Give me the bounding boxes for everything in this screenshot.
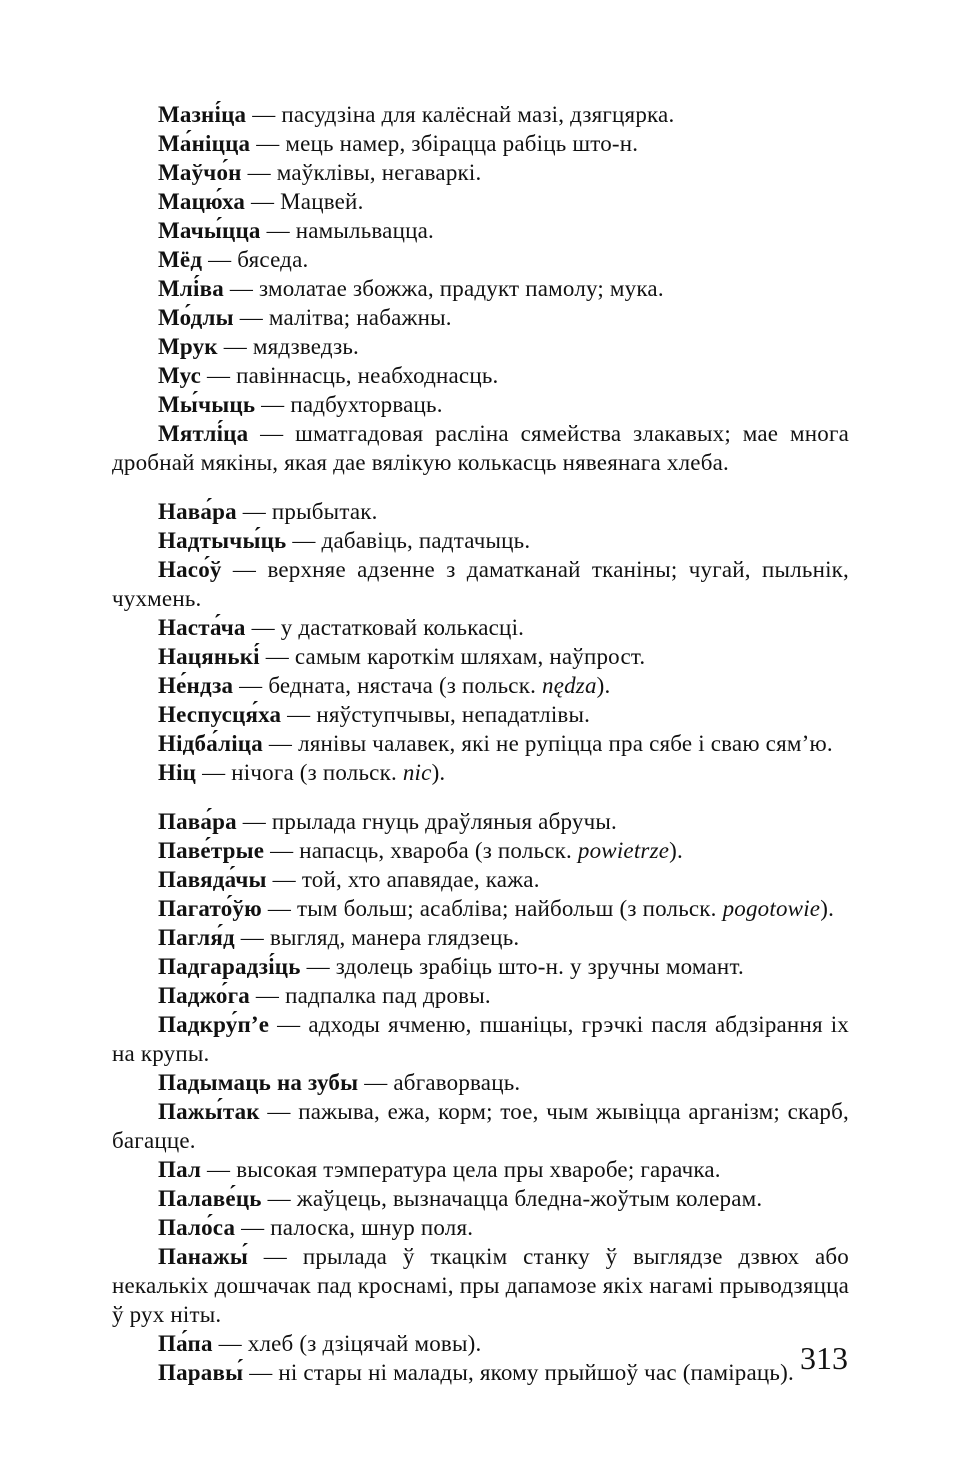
entry-headword: Мус [158,363,202,388]
entry-separator: — [217,334,253,359]
dictionary-entry [112,836,849,865]
entry-definition [299,838,683,863]
dictionary-entry [112,332,849,361]
entry-definition [236,1157,721,1182]
definition-text: бедната, нястача (з польск. [268,673,542,698]
entry-headword: Нацянькі́ [158,644,260,669]
entry-headword: Насо́ў [158,557,222,582]
entry-definition [248,1331,482,1356]
entry-definition [281,615,524,640]
dictionary-entry [112,613,849,642]
entry-separator: — [233,305,269,330]
entry-separator: — [249,983,286,1008]
entry-separator: — [236,499,272,524]
definition-text: змолатае збожжа, прадукт памолу; мука. [259,276,664,301]
definition-text: намыльвацца. [295,218,434,243]
entry-separator: — [300,954,336,979]
entry-separator: — [262,731,299,756]
entry-headword: Пава́ра [158,809,237,834]
definition-text: прылада ў ткацкім станку ў выглядзе дзвюх або некалькіх дошчачак пад кроснамі, пры дапамозе якіх нагамі прыводзяцца ў рух ніты. [112,1244,849,1327]
dictionary-entry [112,274,849,303]
entry-definition [272,809,617,834]
entry-separator: — [286,528,322,553]
letter-section [112,497,849,787]
entry-definition [237,247,308,272]
entry-headword: Неспусця́ха [158,702,282,727]
entry-definition [316,702,590,727]
entry-definition [253,334,359,359]
entry-separator: — [241,160,277,185]
entry-headword: Мазні́ца [158,102,247,127]
entry-definition [259,276,664,301]
entry-headword: Млі́ва [158,276,224,301]
entry-definition [296,218,434,243]
entry-definition [269,305,452,330]
entry-headword: Палаве́ць [158,1186,262,1211]
dictionary-entry [112,419,849,477]
definition-text: шматгадовая расліна сямейства злакавых; мае многа дробнай мякіны, якая дае вялікую колькасць нявеянага хлеба. [112,421,849,475]
foreign-word: nic [402,760,432,785]
definition-text: Мацвей. [280,189,364,214]
definition-text: ). [669,838,683,863]
dictionary-entry [112,1184,849,1213]
definition-text: хлеб (з дзіцячай мовы). [247,1331,482,1356]
foreign-word: pogotowie [722,896,821,921]
dictionary-entry [112,1358,849,1387]
dictionary-entry [112,1097,849,1155]
entry-definition [298,731,833,756]
entry-headword: Падымаць на зубы [158,1070,359,1095]
entry-definition [231,760,445,785]
entry-separator: — [248,421,296,446]
entry-separator: — [358,1070,394,1095]
entry-headword: Мо́длы [158,305,234,330]
dictionary-entry [112,981,849,1010]
definition-text: мядзведзь. [252,334,359,359]
entry-separator: — [235,1215,271,1240]
entry-separator: — [221,557,268,582]
entry-headword: Ніц [158,760,197,785]
dictionary-entry [112,1155,849,1184]
entry-headword: Маўчо́н [158,160,242,185]
entry-separator: — [259,644,295,669]
entry-separator: — [246,102,282,127]
entry-definition [297,1186,763,1211]
foreign-word: nędza [542,673,597,698]
definition-text: пасудзіна для калёснай мазі, дзягцярка. [281,102,675,127]
definition-text: здолець зрабіць што-н. у зручны момант. [335,954,744,979]
definition-text: павіннасць, неабходнасць. [236,363,499,388]
definition-text: тым больш; асабліва; найбольш (з польск. [297,896,723,921]
entry-separator: — [234,925,270,950]
entry-separator: — [269,1012,309,1037]
entry-definition [268,673,610,698]
dictionary-entry [112,952,849,981]
entry-headword: Па́па [158,1331,213,1356]
definition-text: маўклівы, негаваркі. [276,160,482,185]
page-number: 313 [800,1340,848,1376]
entry-headword: Мёд [158,247,203,272]
dictionary-entry [112,642,849,671]
entry-definition [393,1070,520,1095]
entry-separator: — [245,615,281,640]
definition-text: лянівы чалавек, які не рупіцца пра сябе і сваю сям’ю. [298,731,833,756]
definition-text: ). [820,896,835,921]
entry-definition [322,528,531,553]
entry-headword: Нава́ра [158,499,237,524]
entry-definition [295,644,645,669]
definition-text: ні стары ні малады, якому прыйшоў час (паміраць). [278,1360,794,1385]
definition-text: падпалка пад дровы. [285,983,491,1008]
definition-text: пажыва, ежа, корм; тое, чым жывіцца арганізм; скарб, багацце. [112,1099,849,1153]
definition-text: абгаворваць. [393,1070,521,1095]
entry-headword: Мятлі́ца [158,421,249,446]
entry-definition [270,925,519,950]
entry-headword: Павяда́чы [158,867,267,892]
dictionary-entry [112,158,849,187]
entry-separator: — [250,131,286,156]
dictionary-entry [112,245,849,274]
entry-definition [336,954,744,979]
entry-separator: — [212,1331,248,1356]
definition-text: у дастатковай колькасці. [280,615,525,640]
entry-separator: — [261,896,298,921]
dictionary-entry [112,216,849,245]
entry-headword: Падкру́п’е [158,1012,270,1037]
entry-headword: Пажы́так [158,1099,260,1124]
entry-headword: Надтычы́ць [158,528,287,553]
entry-definition [272,499,378,524]
entry-separator: — [247,1244,303,1269]
entry-definition [285,131,638,156]
entry-definition [285,983,491,1008]
definition-text: прыбытак. [271,499,378,524]
dictionary-entry [112,361,849,390]
entry-headword: Паве́трые [158,838,265,863]
definition-text: напасць, хвароба (з польск. [299,838,578,863]
definition-text: палоска, шнур поля. [270,1215,474,1240]
dictionary-entry [112,526,849,555]
entry-headword: Пагато́ўю [158,896,262,921]
entry-definition [281,102,674,127]
entry-headword: Панажы́ [158,1244,248,1269]
definition-text: выгляд, манера глядзець. [269,925,520,950]
dictionary-entry [112,671,849,700]
definition-text: прылада гнуць драўляныя абручы. [271,809,617,834]
entry-headword: Пало́са [158,1215,236,1240]
definition-text: няўступчывы, непадатлівы. [316,702,591,727]
entry-headword: Паджо́га [158,983,250,1008]
entry-headword: Наста́ча [158,615,246,640]
definition-text: бяседа. [237,247,309,272]
entry-headword: Мы́чыць [158,392,256,417]
definition-text: ). [596,673,611,698]
dictionary-entry [112,894,849,923]
entry-headword: Нідба́ліца [158,731,263,756]
definition-text: дабавіць, падтачыць. [321,528,531,553]
entry-definition [236,363,498,388]
dictionary-entry [112,865,849,894]
entry-separator: — [236,809,272,834]
entry-headword: Пагля́д [158,925,235,950]
definition-text: верхняе адзенне з даматканай тканіны; чугай, пыльнік, чухмень. [112,557,849,611]
dictionary-entry [112,1068,849,1097]
entry-definition [302,867,540,892]
entry-headword: Ма́ніцца [158,131,251,156]
dictionary-entry [112,1010,849,1068]
definition-text: падбухторваць. [290,392,443,417]
entry-separator: — [261,1186,297,1211]
entry-separator: — [266,867,302,892]
dictionary-entry [112,555,849,613]
entry-separator: — [260,218,296,243]
dictionary-entry [112,100,849,129]
entry-headword: Мацю́ха [158,189,246,214]
definition-text: нічога (з польск. [231,760,403,785]
dictionary-entry [112,1242,849,1329]
entry-headword: Мачы́цца [158,218,261,243]
entry-headword: Пал [158,1157,202,1182]
definition-text: мець намер, збірацца рабіць што-н. [285,131,639,156]
entry-separator: — [223,276,260,301]
dictionary-entry [112,497,849,526]
entry-separator: — [264,838,300,863]
entry-definition [277,160,482,185]
entry-definition [290,392,442,417]
entry-separator: — [255,392,291,417]
dictionary-entry [112,758,849,787]
entry-headword: Паравы́ [158,1360,244,1385]
dictionary-entry [112,729,849,758]
definition-text: жаўцець, вызначацца бледна-жоўтым колерам. [296,1186,763,1211]
entry-headword: Падгарадзі́ць [158,954,301,979]
entry-separator: — [196,760,232,785]
dictionary-entry [112,390,849,419]
definition-text: малітва; набажны. [268,305,452,330]
entry-definition [280,189,363,214]
entry-separator: — [245,189,281,214]
dictionary-entry [112,700,849,729]
letter-section [112,807,849,1387]
entry-separator: — [243,1360,279,1385]
entry-separator: — [201,363,237,388]
entries-container [112,100,849,1387]
entry-separator: — [259,1099,299,1124]
letter-section [112,100,849,477]
entry-definition [278,1360,794,1385]
entry-separator: — [201,1157,237,1182]
dictionary-entry [112,129,849,158]
entry-definition [270,1215,473,1240]
definition-text: адходы ячменю, пшаніцы, грэчкі пасля абдзірання іх на крупы. [112,1012,849,1066]
definition-text: ). [431,760,446,785]
entry-separator: — [202,247,238,272]
dictionary-entry [112,303,849,332]
entry-headword: Не́ндза [158,673,234,698]
foreign-word: powietrze [577,838,670,863]
dictionary-entry [112,1213,849,1242]
dictionary-entry [112,923,849,952]
dictionary-entry [112,187,849,216]
dictionary-entry [112,807,849,836]
entry-headword: Мрук [158,334,218,359]
entry-separator: — [281,702,317,727]
dictionary-entry [112,1329,849,1358]
definition-text: самым кароткім шляхам, наўпрост. [294,644,646,669]
definition-text: той, хто апавядае, кажа. [301,867,540,892]
entry-separator: — [233,673,269,698]
entry-definition [297,896,834,921]
definition-text: высокая тэмпература цела пры хваробе; гарачка. [236,1157,721,1182]
